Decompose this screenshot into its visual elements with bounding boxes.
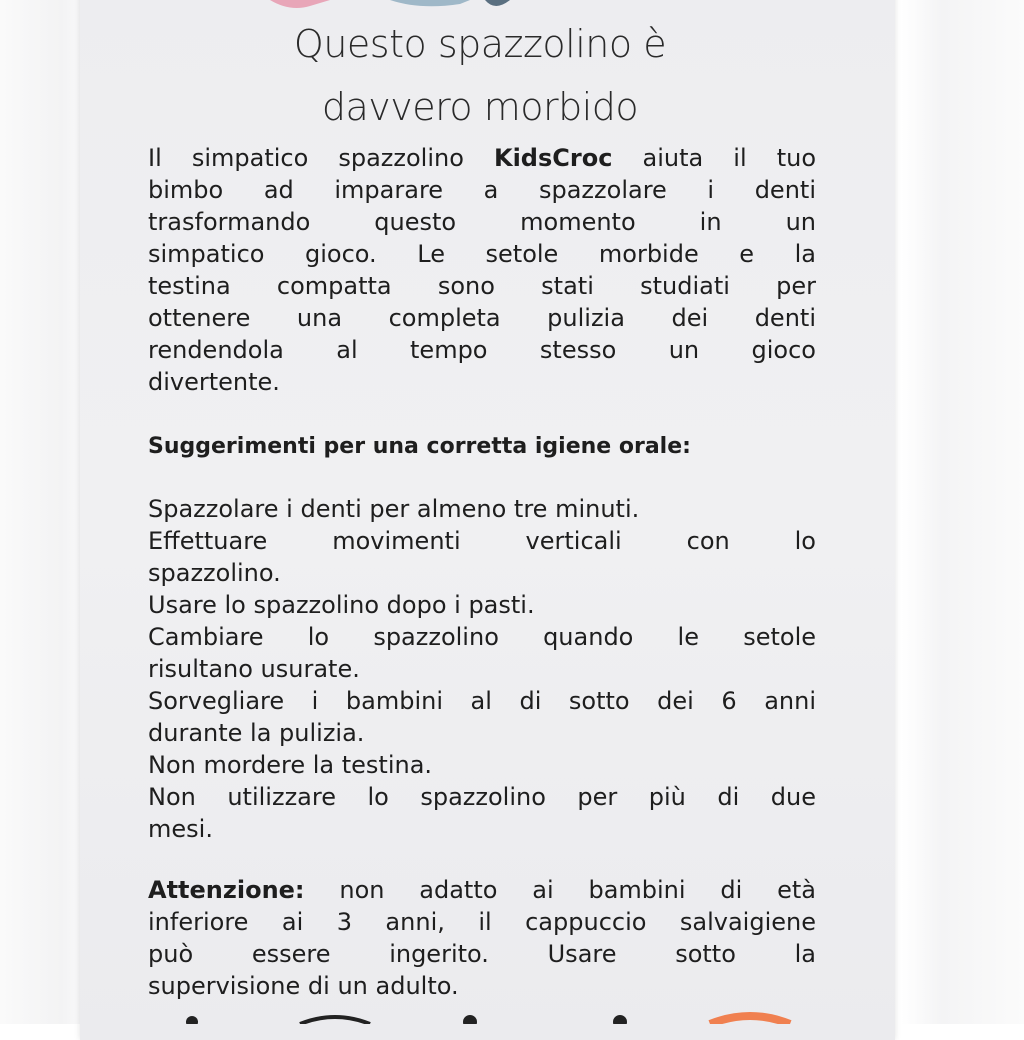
bottom-symbols-fragment (140, 1008, 820, 1024)
tip-line-7: Sorvegliare i bambini al di sotto dei 6 anni (148, 687, 816, 715)
tip-line-3: spazzolino. (148, 559, 281, 587)
symbol-dot-icon-3 (613, 1015, 627, 1024)
intro-line-3: trasformando questo momento in un (148, 208, 816, 236)
tip-line-4: Usare lo spazzolino dopo i pasti. (148, 591, 535, 619)
tips-list (148, 493, 816, 845)
intro-line-1: Il simpatico spazzolino KidsCroc aiuta il tuo (148, 144, 817, 172)
brand-name: KidsCroc (493, 144, 613, 172)
intro-line-4: simpatico gioco. Le setole morbide e la (148, 240, 816, 268)
warning-line-3: può essere ingerito. Usare sotto la (148, 940, 816, 968)
symbol-dot-icon-2 (463, 1015, 477, 1024)
intro-line-7: rendendola al tempo stesso un gioco (148, 336, 816, 364)
warning-label: Attenzione: (148, 876, 305, 904)
tips-section (148, 430, 816, 464)
intro-paragraph (148, 142, 816, 398)
tip-line-2: Effettuare movimenti verticali con lo (148, 527, 816, 555)
tip-line-10: Non utilizzare lo spazzolino per più di due (148, 783, 816, 811)
title-line-2: davvero morbido (321, 85, 639, 129)
tip-line-6: risultano usurate. (148, 655, 360, 683)
tip-line-1: Spazzolare i denti per almeno tre minuti. (148, 495, 640, 523)
title-line-1: Questo spazzolino è (293, 22, 667, 66)
symbol-dot-icon (186, 1016, 198, 1024)
recycle-symbol-icon (300, 1017, 370, 1024)
tip-line-5: Cambiare lo spazzolino quando le setole (148, 623, 816, 651)
warning-section (148, 874, 816, 1002)
top-illustration-fragment (270, 0, 570, 14)
warning-line-4: supervisione di un adulto. (148, 972, 459, 1000)
warning-line-2: inferiore ai 3 anni, il cappuccio salvaigiene (148, 908, 816, 936)
intro-line-6: ottenere una completa pulizia dei denti (148, 304, 816, 332)
intro-line-2: bimbo ad imparare a spazzolare i denti (148, 176, 816, 204)
orange-logo-icon (710, 1016, 790, 1024)
tip-line-8: durante la pulizia. (148, 719, 365, 747)
intro-line-5: testina compatta sono stati studiati per (148, 272, 816, 300)
tip-line-9: Non mordere la testina. (148, 751, 433, 779)
tip-line-11: mesi. (148, 815, 213, 843)
tips-heading: Suggerimenti per una corretta igiene orale: (148, 434, 691, 459)
warning-line-1: Attenzione: non adatto ai bambini di età (148, 876, 816, 904)
intro-line-8: divertente. (148, 368, 280, 396)
